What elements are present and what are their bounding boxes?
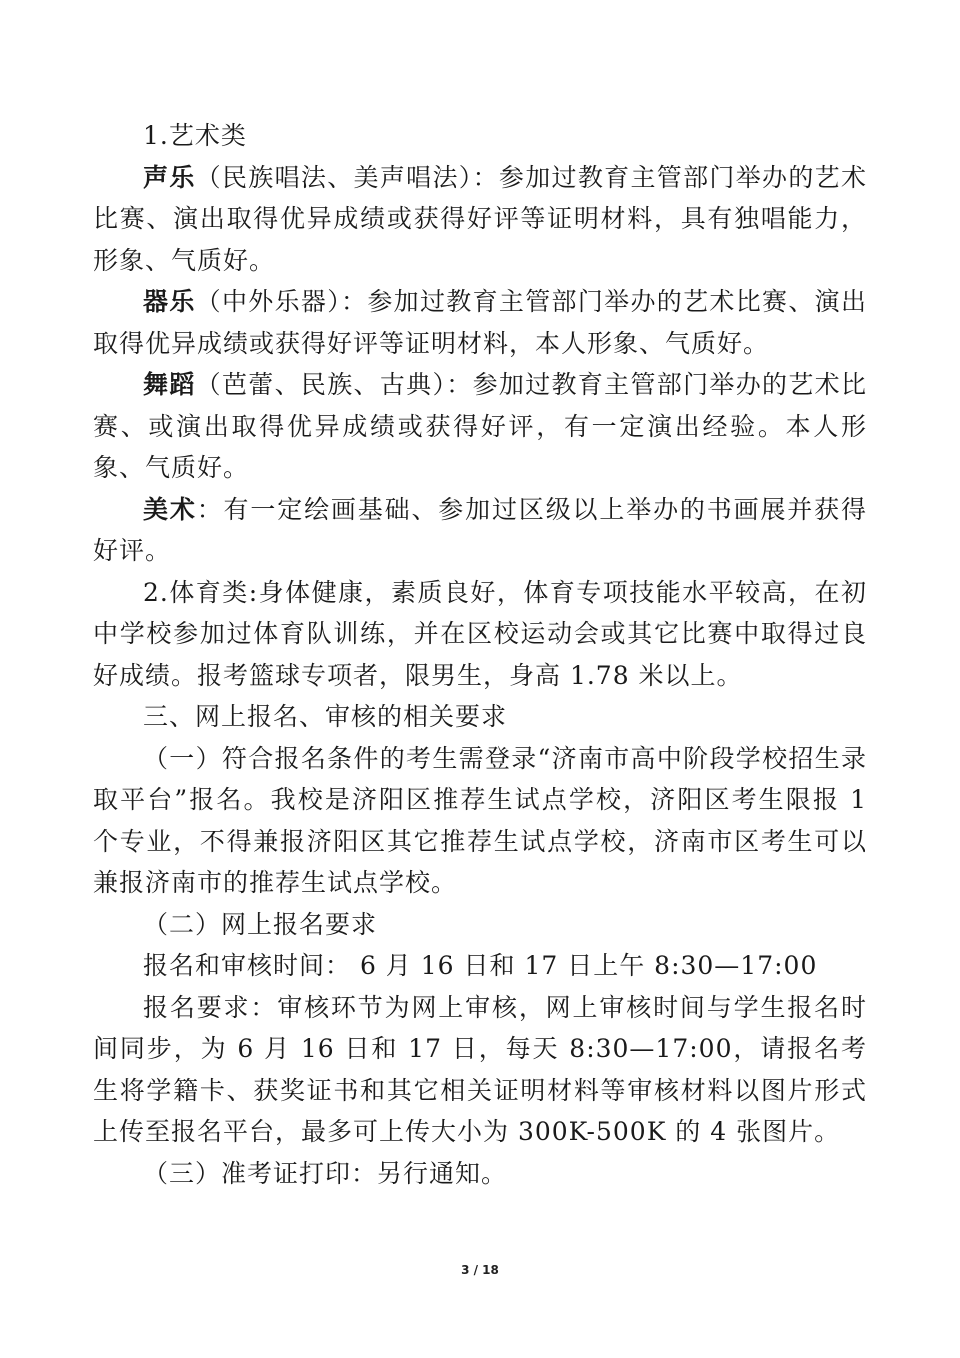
- fine-art-term: 美术: [143, 494, 197, 524]
- dance-text: （芭蕾、民族、古典）：参加过教育主管部门举办的艺术比赛、或演出取得优异成绩或获得好评，有一定演出经验。本人形象、气质好。: [93, 370, 867, 482]
- dance-term: 舞蹈: [143, 370, 196, 399]
- registration-time: 报名和审核时间： 6 月 16 日和 17 日上午 8:30—17:00: [143, 951, 818, 980]
- item-1-paragraph: （一）符合报名条件的考生需登录“济南市高中阶段学校招生录取平台”报名。我校是济阳区推荐生试点学校，济阳区考生限报 1 个专业，不得兼报济阳区其它推荐生试点学校，济南市区考生可以兼报济南市的推荐生试点学校。: [93, 743, 867, 897]
- document-body: [93, 115, 867, 1194]
- vocal-paragraph: [93, 157, 867, 282]
- vocal-term: 声乐: [143, 162, 196, 192]
- vocal-text: （民族唱法、美声唱法）：参加过教育主管部门举办的艺术比赛、演出取得优异成绩或获得好评等证明材料，具有独唱能力，形象、气质好。: [93, 162, 867, 275]
- art-category-heading: 1.艺术类: [143, 121, 247, 150]
- instrumental-text: （中外乐器）：参加过教育主管部门举办的艺术比赛、演出取得优异成绩或获得好评等证明材料，本人形象、气质好。: [93, 287, 867, 358]
- instrumental-term: 器乐: [143, 287, 196, 316]
- page-number: 3 / 18: [461, 1263, 499, 1277]
- item-2-heading: （二）网上报名要求: [143, 909, 378, 939]
- item-3-paragraph: （三）准考证打印：另行通知。: [143, 1158, 508, 1188]
- sports-paragraph: 2.体育类:身体健康，素质良好，体育专项技能水平较高，在初中学校参加过体育队训练，并在区校运动会或其它比赛中取得过良好成绩。报考篮球专项者，限男生，身高 1.78 米以上。: [93, 577, 867, 690]
- dance-paragraph: [93, 364, 867, 489]
- fine-art-text: ：有一定绘画基础、参加过区级以上举办的书画展并获得好评。: [93, 494, 867, 565]
- section-3-heading: 三、网上报名、审核的相关要求: [143, 702, 508, 731]
- registration-requirements: 报名要求：审核环节为网上审核，网上审核时间与学生报名时间同步，为 6 月 16 日和 17 日，每天 8:30—17:00，请报名考生将学籍卡、获奖证书和其它相关证明材料等审核材料以图片形式上传至报名平台，最多可上传大小为 300K-500K 的 4 张图片。: [93, 992, 867, 1146]
- fine-art-paragraph: [93, 489, 867, 572]
- instrumental-paragraph: [93, 281, 867, 364]
